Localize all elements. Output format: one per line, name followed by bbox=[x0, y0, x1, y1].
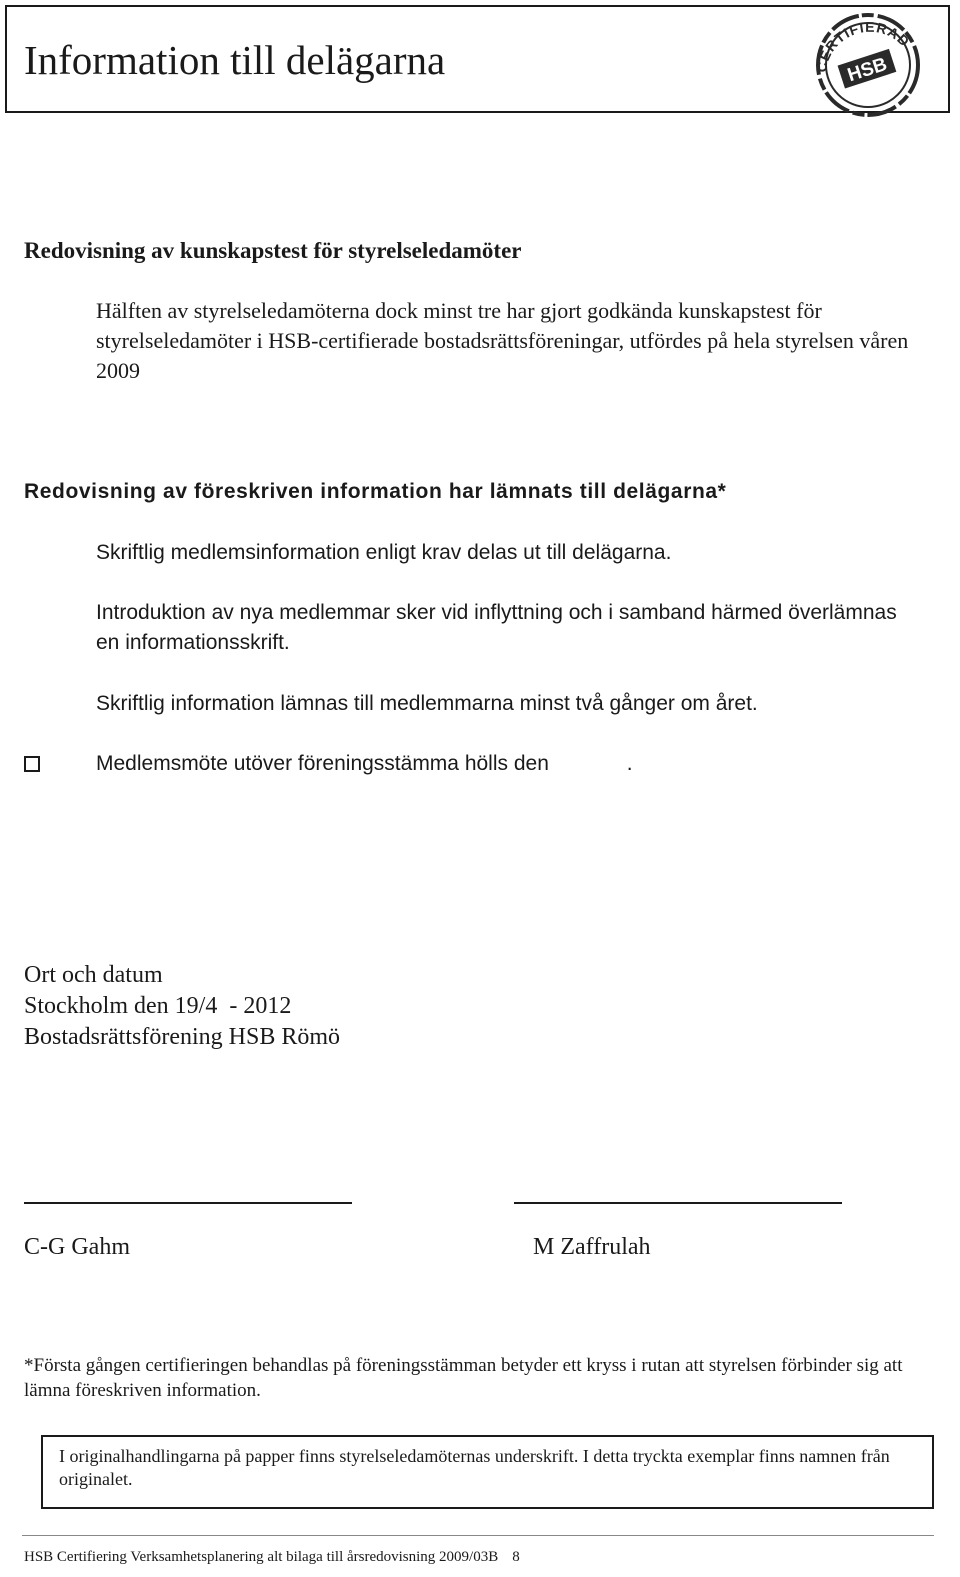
information-item: Skriftlig information lämnas till medlemmarna minst två gånger om året. bbox=[96, 692, 758, 715]
place-date-block bbox=[24, 960, 340, 1053]
page-title: Information till delägarna bbox=[24, 37, 446, 83]
signatory-name: M Zaffrulah bbox=[533, 1234, 651, 1260]
kunskapstest-text: Hälften av styrelseledamöterna dock minst tre har gjort godkända kunskapstest för styrelseledamöter i HSB-certifierade bostadsrättsföreningar, utfördes på hela styrelsen våren 2009 bbox=[96, 298, 909, 383]
page-footer bbox=[24, 1547, 520, 1567]
signatory-name: C-G Gahm bbox=[24, 1234, 130, 1260]
place-date-label: Ort och datum bbox=[24, 962, 163, 988]
signature-line bbox=[24, 1202, 352, 1204]
original-note-box bbox=[41, 1435, 934, 1509]
information-item: Introduktion av nya medlemmar sker vid inflyttning och i samband härmed överlämnas en informationsskrift. bbox=[96, 601, 897, 654]
footer-divider bbox=[22, 1535, 934, 1536]
kunskapstest-heading: Redovisning av kunskapstest för styrelseledamöter bbox=[24, 238, 522, 263]
information-heading: Redovisning av föreskriven information har lämnats till delägarna* bbox=[24, 480, 727, 503]
information-item: Skriftlig medlemsinformation enligt krav delas ut till delägarna. bbox=[96, 541, 672, 564]
page-number: 8 bbox=[512, 1549, 520, 1565]
place-date-value: Stockholm den 19/4 - 2012 bbox=[24, 993, 292, 1019]
signature-line bbox=[514, 1202, 842, 1204]
medlemsmote-checkbox[interactable] bbox=[24, 756, 40, 772]
original-note-text: I originalhandlingarna på papper finns styrelseledamöternas underskrift. I detta tryckta exemplar finns namnen från originalet. bbox=[59, 1446, 890, 1489]
association-name: Bostadsrättsförening HSB Römö bbox=[24, 1024, 340, 1050]
hsb-certified-seal-logo bbox=[800, 5, 936, 117]
footnote: *Första gången certifieringen behandlas på föreningsstämman betyder ett kryss i rutan att styrelsen förbinder sig att lämna föreskriven information. bbox=[24, 1355, 903, 1401]
medlemsmote-item bbox=[96, 749, 633, 779]
seal-arc-text: CERTIFIERAD bbox=[812, 18, 914, 74]
footer-text: HSB Certifiering Verksamhetsplanering alt bilaga till årsredovisning 2009/03B bbox=[24, 1549, 499, 1565]
medlemsmote-label: Medlemsmöte utöver föreningsstämma hölls den bbox=[96, 752, 549, 775]
medlemsmote-suffix: . bbox=[626, 752, 633, 775]
seal-center-text: HSB bbox=[845, 53, 890, 87]
